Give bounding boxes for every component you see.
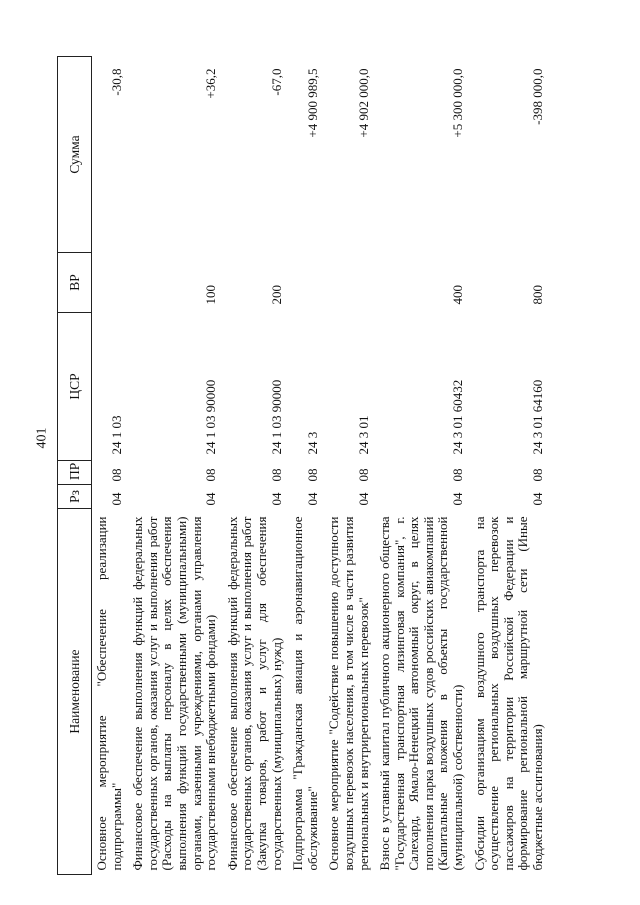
row-name: Основное мероприятие "Содействие повышению доступности воздушных перевозок населения, в том числе в части развития региональных и внутрирегиональных перевозок" [326, 516, 371, 871]
row-vr: 800 [530, 285, 546, 305]
page-number: 401 [34, 427, 50, 449]
row-pr: 08 [268, 468, 284, 482]
row-rz: 04 [530, 492, 546, 506]
row-pr: 08 [530, 468, 546, 482]
table-row [221, 57, 286, 875]
row-vr [286, 253, 322, 313]
row-name: Субсидии организациям воздушного транспорта на осуществление региональных воздушных перевозок пассажиров на территории Российской Федерации и формирование региональной маршрутной сети (Иные бюджетные ассигнования) [471, 516, 546, 871]
row-pr: 08 [108, 468, 124, 482]
table-row [92, 57, 127, 875]
row-sum: +4 902 000,0 [355, 68, 371, 138]
table-row [126, 57, 221, 875]
row-sum: +4 900 989,5 [304, 68, 320, 138]
row-sum: -67,0 [268, 68, 284, 96]
row-rz: 04 [304, 492, 320, 506]
row-sum: -30,8 [108, 68, 124, 96]
row-rz: 04 [355, 492, 371, 506]
row-name: Основное мероприятие "Обеспечение реализации подпрограммы" [94, 516, 124, 871]
row-csr: 24 3 [304, 431, 320, 455]
row-pr: 08 [304, 468, 320, 482]
row-sum: -398 000,0 [530, 68, 546, 125]
row-csr: 24 3 01 [355, 415, 371, 455]
row-sum: +5 300 000,0 [450, 68, 466, 138]
table-row [373, 57, 468, 875]
row-pr: 08 [203, 468, 219, 482]
budget-table-sheet [57, 57, 571, 875]
row-name: Финансовое обеспечение выполнения функций федеральных государственных органов, оказания услуг и выполнения работ (Закупка товаров, работ и услуг для обеспечения государственных (муниципальных) нужд) [224, 516, 284, 871]
row-csr: 24 1 03 90000 [203, 379, 219, 455]
row-vr: 200 [268, 285, 284, 305]
header-vr: ВР [58, 253, 92, 313]
row-rz: 04 [268, 492, 284, 506]
table-row [286, 57, 322, 875]
header-rz: Рз [58, 485, 92, 509]
header-sum: Сумма [58, 57, 92, 253]
row-name: Взнос в уставный капитал публичного акционерного общества "Государственная транспортная лизинговая компания", г. Салехард, Ямало-Ненецкий автономный округ, в целях пополнения парка воздушных судов российских авиакомпаний (Капитальные вложения в объекты государственной (муниципальной) собственности) [377, 516, 466, 871]
row-pr: 08 [355, 468, 371, 482]
row-rz: 04 [450, 492, 466, 506]
budget-table [57, 56, 548, 875]
row-rz: 04 [203, 492, 219, 506]
header-name: Наименование [58, 509, 92, 875]
table-row [322, 57, 373, 875]
row-csr: 24 3 01 64160 [530, 379, 546, 455]
row-csr: 24 1 03 [108, 415, 124, 455]
row-name: Финансовое обеспечение выполнения функций федеральных государственных органов, оказания услуг и выполнения работ (Расходы на выплаты персоналу в целях обеспечения выполнения функций государственными (муниципальными) органами, казенными учреждениями, органами управления государственными внебюджетными фондами) [130, 516, 219, 871]
header-pr: ПР [58, 461, 92, 485]
row-rz: 04 [108, 492, 124, 506]
row-vr: 400 [450, 285, 466, 305]
row-pr: 08 [450, 468, 466, 482]
table-row [468, 57, 548, 875]
row-vr: 100 [203, 285, 219, 305]
row-vr [322, 253, 373, 313]
row-vr [92, 253, 127, 313]
row-name: Подпрограмма "Гражданская авиация и аэронавигационное обслуживание" [290, 516, 320, 871]
row-csr: 24 3 01 60432 [450, 379, 466, 455]
row-sum: +36,2 [203, 68, 219, 99]
header-csr: ЦСР [58, 313, 92, 461]
row-csr: 24 1 03 90000 [268, 379, 284, 455]
table-header-row [58, 57, 92, 875]
